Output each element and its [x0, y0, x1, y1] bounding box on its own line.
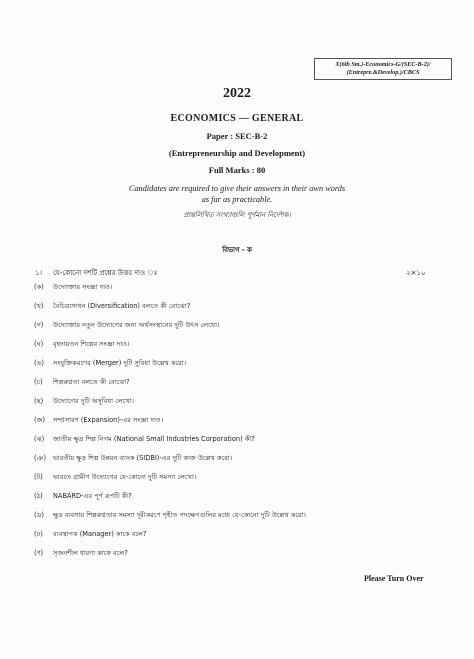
question-item	[34, 395, 134, 407]
item-label: (ঘ)	[34, 340, 44, 348]
item-label: (ঞ)	[34, 454, 47, 462]
question-item	[34, 281, 112, 293]
question-item	[34, 376, 130, 388]
please-turn-over: Please Turn Over	[364, 574, 424, 583]
paper-code: Paper : SEC-B-2	[206, 131, 268, 141]
question-item	[34, 433, 255, 445]
item-label: (ক)	[34, 283, 44, 291]
question-item	[34, 471, 196, 483]
question-item	[34, 547, 128, 559]
question-item	[34, 509, 306, 521]
section-title: বিভাগ - ক	[222, 246, 252, 254]
item-text: সৃজনশীল ধারণা কাকে বলে?	[53, 549, 128, 557]
question-text: যে-কোনো দশটি প্রশ্নের উত্তর দাও ঃ	[53, 269, 158, 277]
question-number: ১।	[35, 269, 43, 277]
question-item	[34, 452, 232, 464]
item-text: NABARD-এর পূর্ণ রূপটি কী?	[53, 492, 132, 500]
item-text: ভারতে গ্রামীণ উদ্যোগের যে-কোনো দুটি সমস্যা লেখো।	[53, 473, 197, 481]
exam-year: 2022	[223, 86, 251, 101]
item-text: উদ্যোক্তার নতুন উদ্যোগের জন্য অর্থসংস্থানের দুটি উৎস লেখো।	[53, 321, 220, 329]
question-item	[34, 319, 219, 331]
item-label: (ঝ)	[34, 435, 45, 443]
item-text: সম্প্রসারণ (Expansion)-এর সংজ্ঞা দাও।	[53, 416, 164, 424]
item-label: (জ)	[34, 416, 46, 424]
question-item	[34, 338, 129, 350]
question-item	[34, 357, 186, 369]
question-item	[34, 300, 190, 312]
question-marks: ২×১০	[406, 269, 426, 277]
question-item	[34, 414, 163, 426]
item-label: (ঙ)	[34, 359, 44, 367]
item-label: (ঢ)	[34, 530, 43, 538]
instructions-line-2: as far as practicable.	[201, 195, 273, 204]
item-text: উদ্যোক্তার সংজ্ঞা দাও।	[53, 283, 113, 291]
paper-code-line-2: (Entrepre.&Develop.)/CBCS	[346, 69, 420, 76]
question-item	[34, 490, 132, 502]
item-label: (গ)	[34, 321, 44, 329]
full-marks: Full Marks : 80	[208, 165, 266, 175]
item-text: শিল্পরুগ্নতা বলতে কী বোঝো?	[53, 378, 130, 386]
item-text: জাতীয় ক্ষুদ্র শিল্প নিগম (National Small Industries Corporation) কী?	[53, 435, 255, 443]
paper-code-line-1: X(6th Sm.)-Economics-G/(SEC-B-2)/	[335, 61, 431, 68]
item-label: (চ)	[34, 378, 43, 386]
item-text: উদ্যোগের দুটি অসুবিধা লেখো।	[53, 397, 134, 405]
item-text: বৈচিত্র্যসাধন (Diversification) বলতে কী বোঝো?	[53, 302, 191, 310]
item-label: (ণ)	[34, 549, 44, 557]
item-text: ক্ষুদ্র ব্যবসায় শিল্পরুগ্নতার সমস্যা দূরীকরণে গৃহীত পদক্ষেপগুলির মধ্যে যে-কোনো দুটি উল্লেখ করো।	[53, 511, 306, 519]
item-label: (ছ)	[34, 397, 44, 405]
item-text: ভারতীয় ক্ষুদ্র শিল্প উন্নয়ন ব্যাংক (SIDBI)-এর দুটি কাজ উল্লেখ করো।	[53, 454, 233, 462]
item-text: বৃহদায়তন শিল্পের সংজ্ঞা দাও।	[53, 340, 130, 348]
question-item	[34, 528, 146, 540]
subject-title: ECONOMICS — GENERAL	[170, 113, 304, 124]
item-label: (ট)	[34, 473, 43, 481]
instructions-bengali: প্রান্তলিখিত সংখ্যাগুলি পূর্ণমান নির্দেশক।	[183, 211, 291, 219]
item-label: (খ)	[34, 302, 44, 310]
course-title: (Entrepreneurship and Development)	[168, 148, 306, 158]
item-label: (ড)	[34, 511, 44, 519]
instructions-line-1: Candidates are required to give their answers in their own words	[128, 184, 346, 193]
item-text: সংযুক্তিকরণের (Merger) দুটি সুবিধা উল্লেখ করো।	[53, 359, 187, 367]
item-text: ব্যবস্থাপক (Manager) কাকে বলে?	[53, 530, 147, 538]
item-label: (ঠ)	[34, 492, 43, 500]
